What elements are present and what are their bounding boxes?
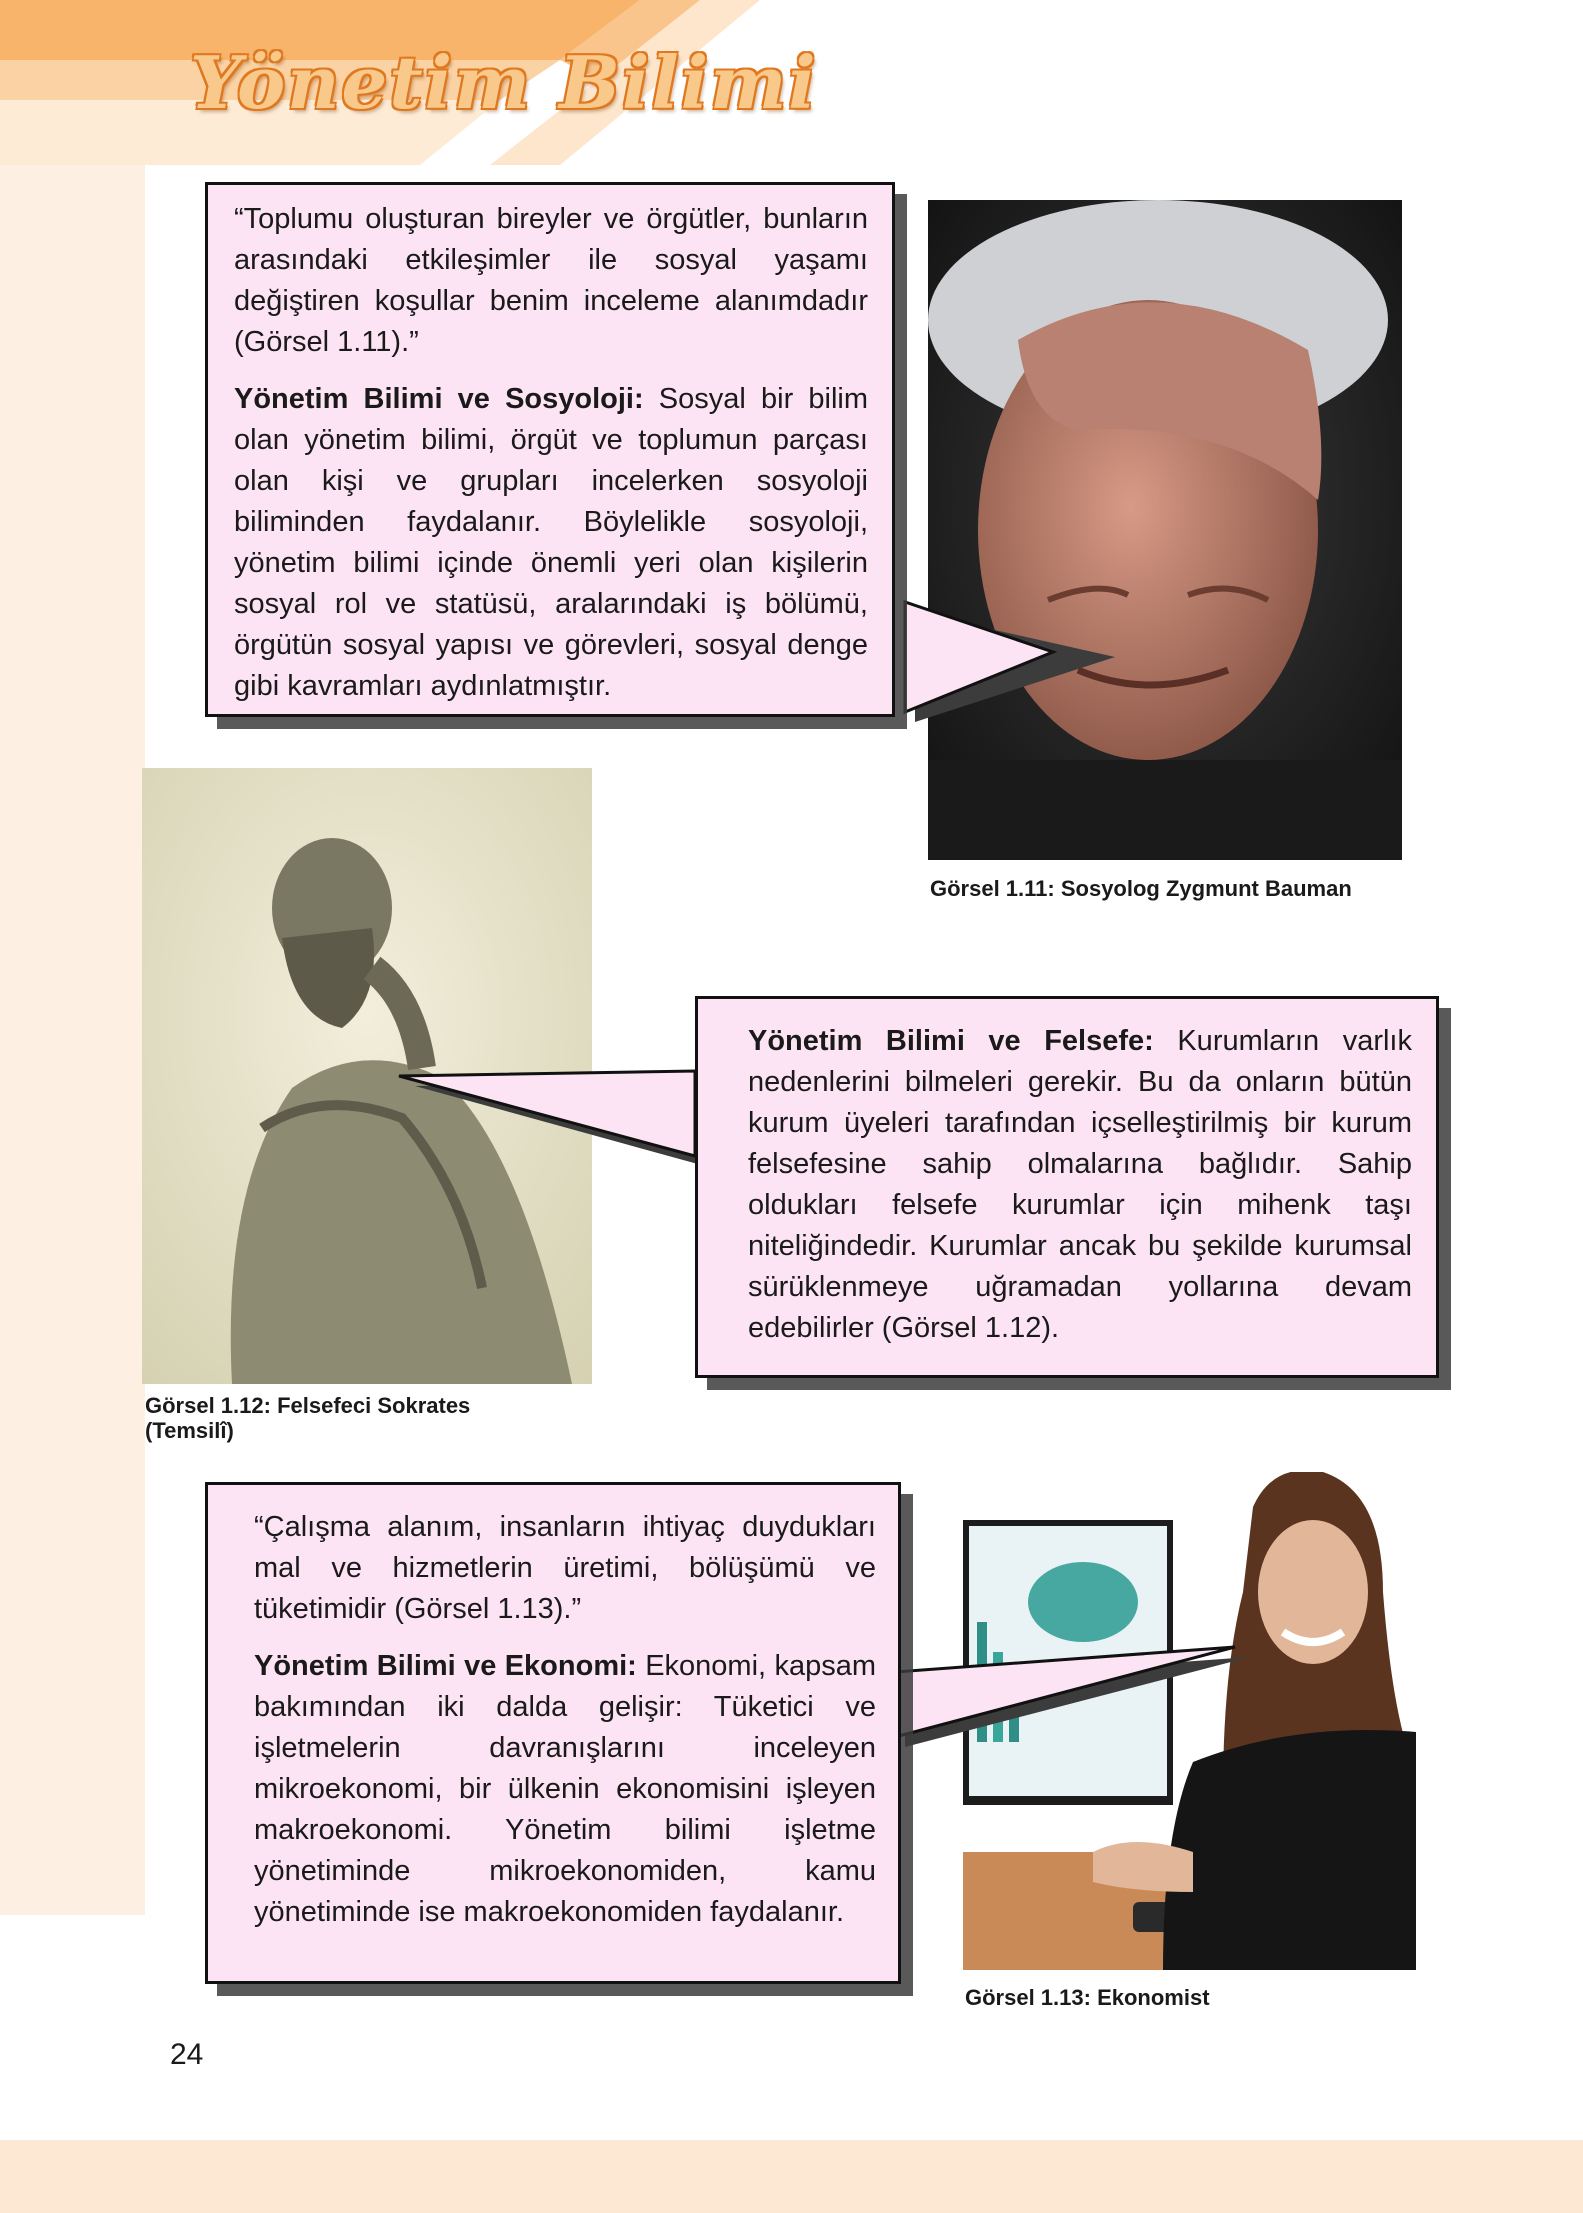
speech-bubble-felsefe bbox=[395, 996, 1455, 1396]
caption-gorsel-1-13: Görsel 1.13: Ekonomist bbox=[965, 1985, 1210, 2010]
page-number: 24 bbox=[170, 2038, 204, 2071]
heading-felsefe: Yönetim Bilimi ve Felsefe: bbox=[748, 1025, 1154, 1057]
left-decor-band bbox=[0, 165, 145, 1915]
page-header bbox=[0, 0, 1583, 170]
heading-sosyoloji: Yönetim Bilimi ve Sosyoloji: bbox=[234, 383, 644, 415]
body-felsefe: Kurumların varlık nedenlerini bilmeleri gerekir. Bu da onların bütün kurum üyeleri tarafından içselleştirilmiş bir kurum felsefesine sahip olmalarına bağlıdır. Sahip oldukları felsefe kurumlar için mihenk taşı niteliğindedir. Kurumlar ancak bu şekilde kurumsal sürüklenmeye uğramadan yollarına devam edebilirler (Görsel 1.12). bbox=[748, 1025, 1412, 1344]
caption-gorsel-1-12: Görsel 1.12: Felsefeci Sokrates (Temsilî) bbox=[145, 1393, 471, 1443]
footer-band bbox=[0, 2140, 1583, 2213]
speech-bubble-sosyoloji bbox=[205, 182, 935, 732]
caption-gorsel-1-11: Görsel 1.11: Sosyolog Zygmunt Bauman bbox=[930, 876, 1352, 901]
quote-ekonomi: “Çalışma alanım, insanların ihtiyaç duydukları mal ve hizmetlerin üretimi, bölüşümü ve tüketimidir (Görsel 1.13).” bbox=[254, 1511, 876, 1625]
paragraph-ekonomi bbox=[254, 1646, 876, 1933]
heading-ekonomi: Yönetim Bilimi ve Ekonomi: bbox=[254, 1650, 637, 1682]
speech-bubble-ekonomi bbox=[205, 1482, 1235, 2002]
body-ekonomi: Ekonomi, kapsam bakımından iki dalda gelişir: Tüketici ve işletmelerin davranışlarını inceleyen mikroekonomi, bir ülkenin ekonomisini işleyen makroekonomi. Yönetim bilimi işletme yönetiminde mikroekonomiden, kamu yönetiminde ise makroekonomiden faydalanır. bbox=[254, 1650, 876, 1928]
paragraph-sosyoloji bbox=[234, 379, 868, 707]
paragraph-felsefe bbox=[748, 1021, 1412, 1349]
page-title: Yönetim Bilimi bbox=[190, 40, 818, 125]
quote-sosyoloji: “Toplumu oluşturan bireyler ve örgütler, bunların arasındaki etkileşimler ile sosyal yaşamı değiştiren koşullar benim inceleme alanımdadır (Görsel 1.11).” bbox=[234, 203, 868, 358]
body-sosyoloji: Sosyal bir bilim olan yönetim bilimi, örgüt ve toplumun parçası olan kişi ve grupları incelerken sosyoloji biliminden faydalanır. Böylelikle sosyoloji, yönetim bilimi içinde önemli yeri olan kişilerin sosyal rol ve statüsü, aralarındaki iş bölümü, örgütün sosyal yapısı ve görevleri, sosyal denge gibi kavramları aydınlatmıştır. bbox=[234, 383, 869, 702]
